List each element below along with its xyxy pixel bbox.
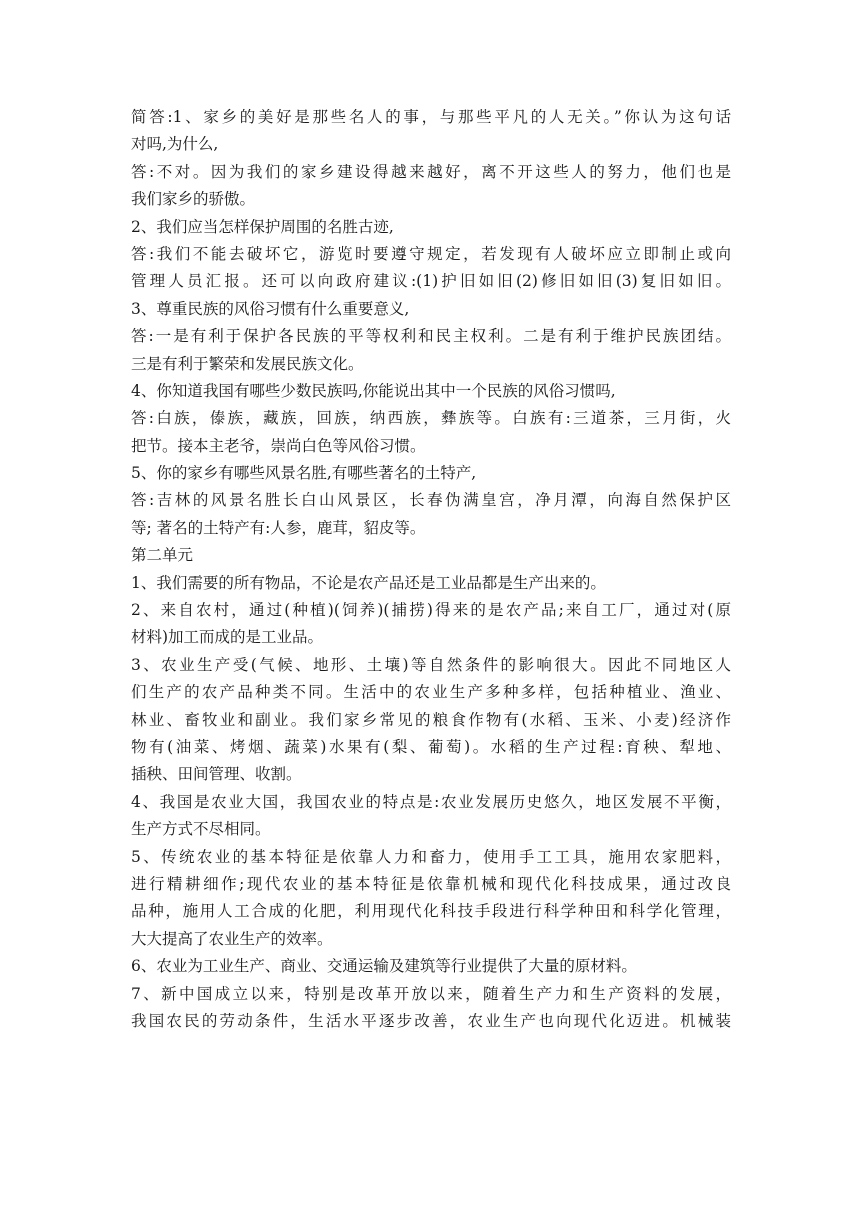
text-line: 1、我们需要的所有物品，不论是农产品还是工业品都是生产出来的。 bbox=[131, 573, 606, 592]
text-line: 把节。接本主老爷，崇尚白色等风俗习惯。 bbox=[131, 436, 426, 455]
text-line: 我国农民的劳动条件，生活水平逐步改善，农业生产也向现代化迈进。机械装 bbox=[131, 1011, 731, 1030]
text-line: 5、你的家乡有哪些风景名胜,有哪些著名的土特产, bbox=[131, 464, 477, 483]
text-line: 6、农业为工业生产、商业、交通运输及建筑等行业提供了大量的原材料。 bbox=[131, 957, 637, 976]
text-line: 材料)加工而成的是工业品。 bbox=[131, 628, 324, 647]
text-line: 三是有利于繁荣和发展民族文化。 bbox=[131, 354, 364, 373]
text-line: 管理人员汇报。还可以向政府建议:(1)护旧如旧(2)修旧如旧(3)复旧如旧。 bbox=[131, 272, 731, 291]
document-body bbox=[131, 104, 731, 1035]
section-heading: 第二单元 bbox=[131, 546, 194, 565]
text-line: 3、农业生产受(气候、地形、土壤)等自然条件的影响很大。因此不同地区人 bbox=[131, 655, 731, 674]
text-line: 5、传统农业的基本特征是依靠人力和畜力，使用手工工具，施用农家肥料， bbox=[131, 847, 731, 866]
text-line: 2、来自农村，通过(种植)(饲养)(捕捞)得来的是农产品;来自工厂，通过对(原 bbox=[131, 601, 731, 620]
text-line: 插秧、田间管理、收割。 bbox=[131, 765, 302, 784]
text-line: 4、你知道我国有哪些少数民族吗,你能说出其中一个民族的风俗习惯吗, bbox=[131, 381, 616, 400]
text-line: 林业、畜牧业和副业。我们家乡常见的粮食作物有(水稻、玉米、小麦)经济作 bbox=[131, 710, 731, 729]
text-line: 答:吉林的风景名胜长白山风景区，长春伪满皇宫，净月潭，向海自然保护区 bbox=[131, 491, 731, 510]
text-line: 2、我们应当怎样保护周围的名胜古迹, bbox=[131, 217, 394, 236]
text-line: 生产方式不尽相同。 bbox=[131, 820, 271, 839]
text-line: 答:白族，傣族，藏族，回族，纳西族，彝族等。白族有:三道茶，三月街，火 bbox=[131, 409, 731, 428]
text-line: 物有(油菜、烤烟、蔬菜)水果有(梨、葡萄)。水稻的生产过程:育秧、犁地、 bbox=[131, 737, 731, 756]
text-line: 品种，施用人工合成的化肥，利用现代化科技手段进行科学种田和科学化管理， bbox=[131, 902, 731, 921]
text-line: 4、我国是农业大国，我国农业的特点是:农业发展历史悠久，地区发展不平衡， bbox=[131, 792, 731, 811]
text-line: 大大提高了农业生产的效率。 bbox=[131, 929, 333, 948]
text-line: 答:不对。因为我们的家乡建设得越来越好，离不开这些人的努力，他们也是 bbox=[131, 162, 731, 181]
text-line: 我们家乡的骄傲。 bbox=[131, 190, 256, 209]
text-line: 对吗,为什么, bbox=[131, 135, 219, 154]
text-line: 进行精耕细作;现代农业的基本特征是依靠机械和现代化科技成果，通过改良 bbox=[131, 874, 731, 893]
text-line: 等; 著名的土特产有:人参，鹿茸，貂皮等。 bbox=[131, 518, 426, 537]
text-line: 们生产的农产品种类不同。生活中的农业生产多种多样，包括种植业、渔业、 bbox=[131, 683, 731, 702]
text-line: 答:一是有利于保护各民族的平等权利和民主权利。二是有利于维护民族团结。 bbox=[131, 327, 731, 346]
text-line: 答:我们不能去破坏它，游览时要遵守规定，若发现有人破坏应立即制止或向 bbox=[131, 244, 731, 263]
text-line: 7、新中国成立以来，特别是改革开放以来，随着生产力和生产资料的发展， bbox=[131, 984, 731, 1003]
text-line: 简答:1、家乡的美好是那些名人的事，与那些平凡的人无关。”你认为这句话 bbox=[131, 108, 731, 126]
text-line: 3、尊重民族的风俗习惯有什么重要意义, bbox=[131, 299, 410, 318]
